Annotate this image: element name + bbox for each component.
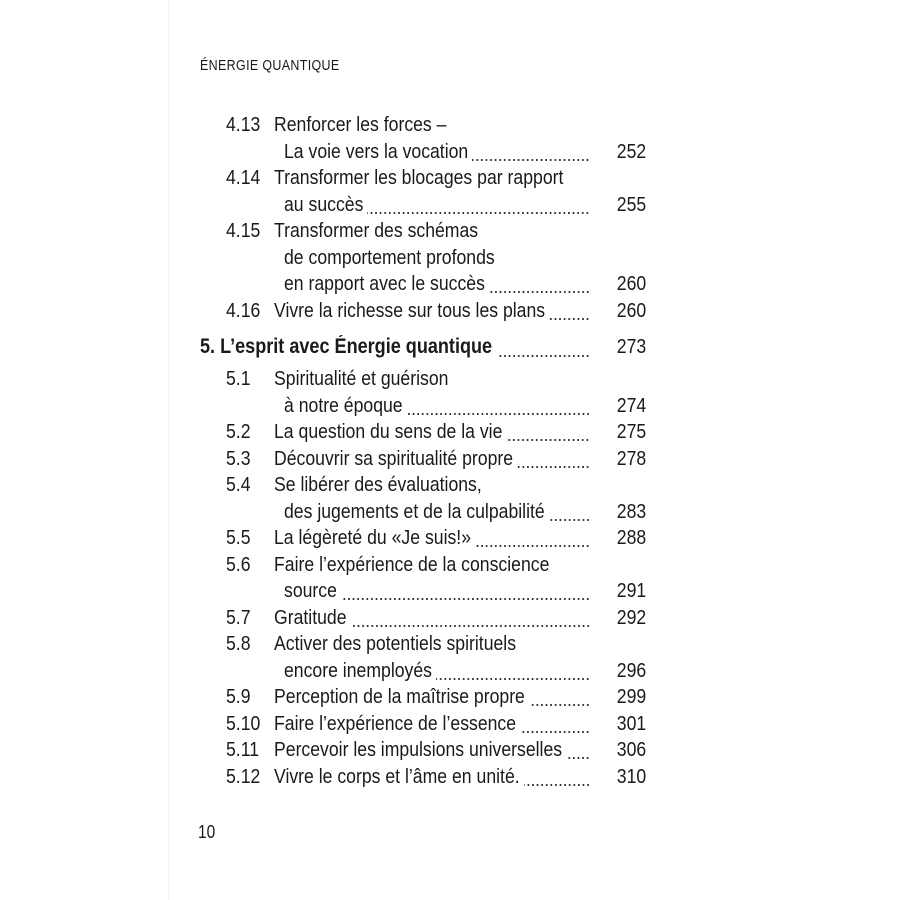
toc-entry-line — [200, 366, 646, 393]
page-ref: 301 — [616, 711, 646, 735]
page-ref: 288 — [616, 526, 646, 549]
section-title: à notre époque — [284, 393, 403, 417]
chapter-heading — [200, 330, 646, 364]
page-ref: 278 — [616, 446, 646, 470]
chapter-title: 5. L’esprit avec Énergie quantique — [200, 335, 493, 358]
toc-entry-line — [200, 419, 646, 446]
section-number: 5.3 — [226, 446, 251, 470]
page-ref: 275 — [616, 420, 646, 443]
section-number: 4.14 — [226, 166, 261, 189]
dot-leader — [549, 298, 590, 325]
toc-entry-line — [200, 165, 646, 192]
toc-entry-line — [200, 112, 646, 139]
section-number: 4.13 — [226, 113, 261, 136]
section-title: Faire l’expérience de l’essence — [274, 711, 517, 735]
section-number: 5.8 — [226, 632, 251, 655]
section-number: 5.9 — [226, 685, 251, 708]
toc-entry-line — [200, 218, 646, 245]
page-ref: 260 — [616, 298, 646, 322]
dot-leader — [506, 419, 590, 446]
dot-leader — [524, 764, 590, 791]
section-title: Renforcer les forces – — [274, 113, 447, 136]
section-title: Transformer des schémas — [274, 219, 479, 242]
section-title: en rapport avec le succès — [284, 272, 485, 295]
toc-entry-line — [200, 737, 646, 764]
toc-entry-line — [200, 764, 646, 791]
section-title: Activer des potentiels spirituels — [274, 632, 517, 655]
page-ref: 310 — [616, 764, 646, 788]
dot-leader — [351, 605, 590, 632]
section-title: La légèreté du «Je suis!» — [274, 526, 472, 549]
page-ref: 260 — [616, 272, 646, 295]
toc-entry-line — [200, 139, 646, 166]
page-ref: 292 — [616, 605, 646, 629]
toc-entry-line — [200, 552, 646, 579]
dot-leader — [489, 271, 590, 298]
toc-entry-line — [200, 271, 646, 298]
dot-leader — [529, 684, 590, 711]
toc-entry-line — [200, 578, 646, 605]
section-number: 5.7 — [226, 605, 251, 629]
toc-entry-line — [200, 684, 646, 711]
section-title: source — [284, 579, 337, 602]
section-title: La voie vers la vocation — [284, 139, 469, 163]
section-title: Perception de la maîtrise propre — [274, 685, 525, 708]
section-title: de comportement profonds — [284, 245, 495, 269]
page-number: 10 — [198, 822, 216, 842]
section-number: 5.11 — [226, 738, 260, 761]
running-header: ÉNERGIE QUANTIQUE — [200, 58, 340, 74]
toc-entry-line — [200, 525, 646, 552]
dot-leader — [566, 737, 590, 764]
section-number: 5.2 — [226, 420, 251, 443]
toc-entry-line — [200, 245, 646, 272]
toc-entry-line — [200, 472, 646, 499]
section-title: Vivre la richesse sur tous les plans — [274, 298, 546, 322]
section-number: 5.6 — [226, 552, 251, 576]
dot-leader — [475, 525, 590, 552]
section-title: Faire l’expérience de la conscience — [274, 552, 550, 576]
page-ref: 283 — [616, 499, 646, 523]
section-title: Découvrir sa spiritualité propre — [274, 446, 514, 470]
section-title: encore inemployés — [284, 658, 432, 682]
toc-entry-line — [200, 631, 646, 658]
dot-leader — [436, 658, 590, 685]
section-title: des jugements et de la culpabilité — [284, 499, 545, 523]
dot-leader — [472, 139, 590, 166]
section-number: 4.16 — [226, 298, 261, 322]
page-ref: 299 — [616, 685, 646, 708]
dot-leader — [341, 578, 590, 605]
toc-entry-line — [200, 605, 646, 632]
section-number: 5.5 — [226, 526, 251, 549]
section-number: 5.10 — [226, 711, 261, 735]
dot-leader — [367, 192, 590, 219]
section-number: 5.12 — [226, 764, 261, 788]
section-title: Spiritualité et guérison — [274, 367, 449, 390]
toc-entry-line — [200, 711, 646, 738]
page-ref: 306 — [616, 738, 646, 761]
toc-entry-line — [200, 393, 646, 420]
page-ref: 273 — [616, 335, 646, 358]
dot-leader — [520, 711, 590, 738]
page-ref: 274 — [616, 393, 646, 417]
toc-entry-line — [200, 446, 646, 473]
table-of-contents — [200, 112, 646, 790]
page-ref: 296 — [616, 658, 646, 682]
section-number: 5.1 — [226, 367, 251, 390]
toc-entry-line — [200, 192, 646, 219]
dot-leader — [549, 499, 590, 526]
dot-leader — [517, 446, 590, 473]
toc-entry-line — [200, 298, 646, 325]
section-number: 5.4 — [226, 473, 251, 496]
section-title: Se libérer des évaluations, — [274, 473, 482, 496]
section-title: Vivre le corps et l’âme en unité. — [274, 764, 520, 788]
page-ref: 252 — [616, 139, 646, 163]
toc-entry-line — [200, 658, 646, 685]
section-number: 4.15 — [226, 219, 261, 242]
section-title: La question du sens de la vie — [274, 420, 503, 443]
section-title: Percevoir les impulsions universelles — [274, 738, 563, 761]
section-title: Gratitude — [274, 605, 347, 629]
section-title: au succès — [284, 192, 364, 216]
page-gutter-shadow — [168, 0, 170, 900]
page-ref: 255 — [616, 192, 646, 216]
dot-leader — [407, 393, 590, 420]
toc-entry-line — [200, 499, 646, 526]
dot-leader — [498, 330, 590, 364]
page-ref: 291 — [616, 579, 646, 602]
section-title: Transformer les blocages par rapport — [274, 166, 564, 189]
